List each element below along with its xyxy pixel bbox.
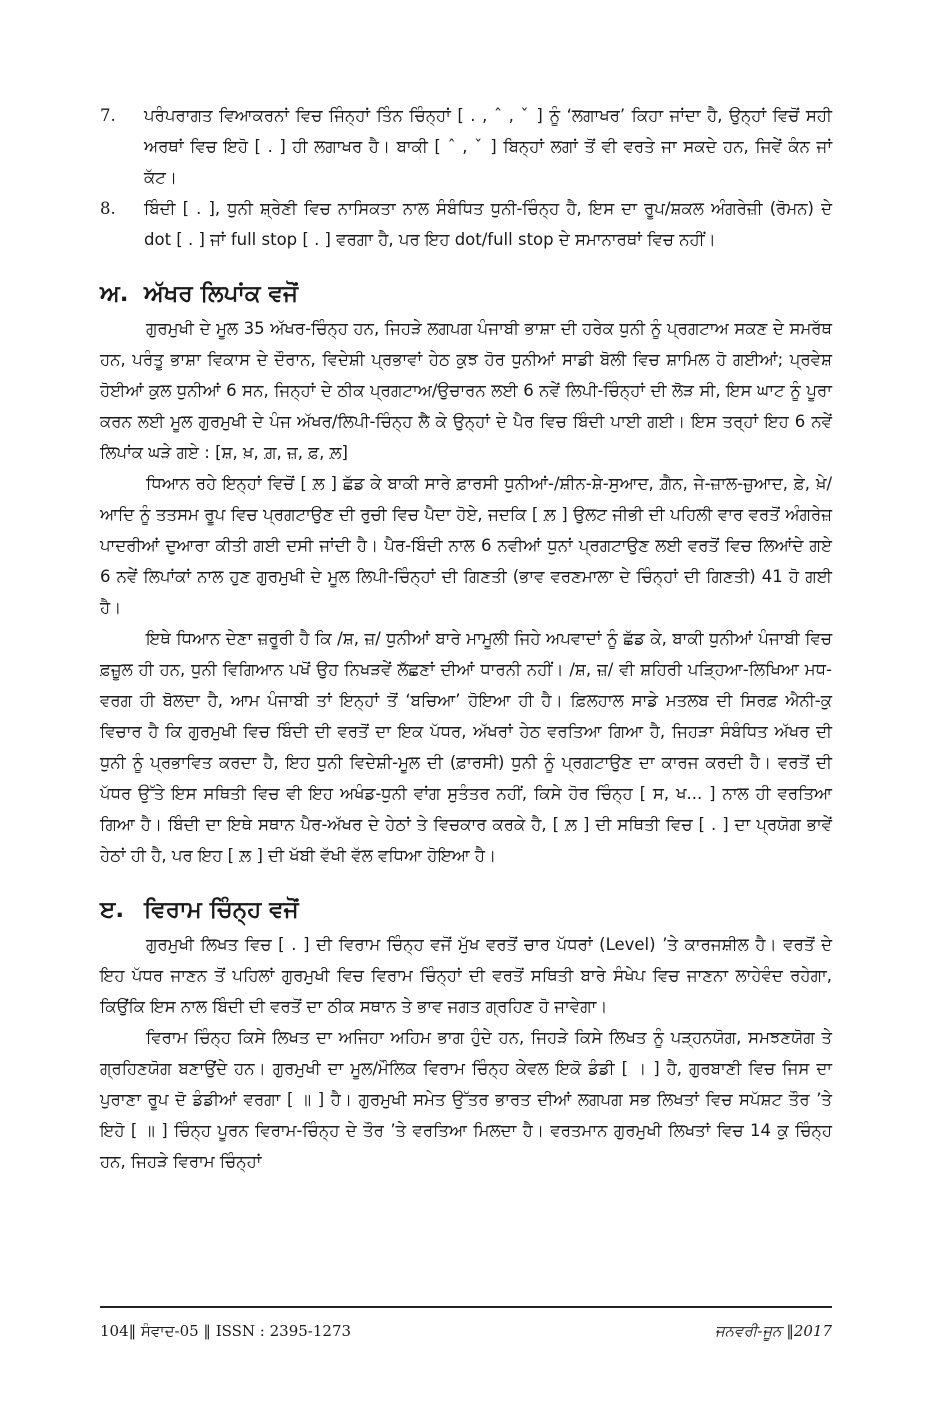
page-footer [100,1322,832,1340]
paragraph: ਇਥੇ ਧਿਆਨ ਦੇਣਾ ਜ਼ਰੂਰੀ ਹੈ ਕਿ /ਸ਼, ਜ਼/ ਧੁਨੀਆਂ ਬਾਰੇ ਮਾਮੂਲੀ ਜਿਹੇ ਅਪਵਾਦਾਂ ਨੂੰ ਛੱਡ ਕੇ, ਬਾਕੀ ਧੁਨੀਆਂ ਪੰਜਾਬੀ ਵਿਚ ਫ਼ਜ਼ੂਲ ਹੀ ਹਨ, ਧੁਨੀ ਵਿਗਿਆਨ ਪਖੋਂ ਉਹ ਨਿਖੜਵੇਂ ਲੱਛਣਾਂ ਦੀਆਂ ਧਾਰਨੀ ਨਹੀਂ। /ਸ਼, ਜ਼/ ਵੀ ਸ਼ਹਿਰੀ ਪੜ੍ਹਿਆ-ਲਿਖਿਆ ਮਧ-ਵਰਗ ਹੀ ਬੋਲਦਾ ਹੈ, ਆਮ ਪੰਜਾਬੀ ਤਾਂ ਇਨ੍ਹਾਂ ਤੋਂ ‘ਬਚਿਆ’ ਹੋਇਆ ਹੀ ਹੈ। ਫ਼ਿਲਹਾਲ ਸਾਡੇ ਮਤਲਬ ਦੀ ਸਿਰਫ਼ ਐਨੀ-ਕੁ ਵਿਚਾਰ ਹੈ ਕਿ ਗੁਰਮੁਖੀ ਵਿਚ ਬਿੰਦੀ ਦੀ ਵਰਤੋਂ ਦਾ ਇਕ ਪੱਧਰ, ਅੱਖਰਾਂ ਹੇਠ ਵਰਤਿਆ ਗਿਆ ਹੈ, ਜਿਹੜਾ ਸੰਬੰਧਿਤ ਅੱਖਰ ਦੀ ਧੁਨੀ ਨੂੰ ਪ੍ਰਭਾਵਿਤ ਕਰਦਾ ਹੈ, ਇਹ ਧੁਨੀ ਵਿਦੇਸ਼ੀ-ਮੂਲ ਦੀ (ਫ਼ਾਰਸੀ) ਧੁਨੀ ਨੂੰ ਪ੍ਰਗਟਾਉਣ ਦਾ ਕਾਰਜ ਕਰਦੀ ਹੈ। ਵਰਤੋਂ ਦੀ ਪੱਧਰ ਉੱਤੇ ਇਸ ਸਥਿਤੀ ਵਿਚ ਵੀ ਇਹ ਅਖੰਡ-ਧੁਨੀ ਵਾਂਗ ਸੁਤੰਤਰ ਨਹੀਂ, ਕਿਸੇ ਹੋਰ ਚਿੰਨ੍ਹ [ ਸ, ਖ... ] ਨਾਲ ਹੀ ਵਰਤਿਆ ਗਿਆ ਹੈ। ਬਿੰਦੀ ਦਾ ਇਥੇ ਸਥਾਨ ਪੈਰ-ਅੱਖਰ ਦੇ ਹੇਠਾਂ ਤੇ ਵਿਚਕਾਰ ਕਰਕੇ ਹੈ, [ ਲ਼ ] ਦੀ ਸਥਿਤੀ ਵਿਚ [ . ] ਦਾ ਪ੍ਰਯੋਗ ਭਾਵੇਂ ਹੇਠਾਂ ਹੀ ਹੈ, ਪਰ ਇਹ [ ਲ਼ ] ਦੀ ਖੱਬੀ ਵੱਖੀ ਵੱਲ ਵਧਿਆ ਹੋਇਆ ਹੈ। [100,629,832,865]
footer-left: 104‖ ਸੰਵਾਦ-05 ‖ ISSN : 2395-1273 [100,1322,352,1340]
section-title: ਵਿਰਾਮ ਚਿੰਨ੍ਹ ਵਜੋਂ [144,897,299,923]
footer-divider [100,1306,832,1308]
paragraph: ਗੁਰਮੁਖੀ ਦੇ ਮੂਲ 35 ਅੱਖਰ-ਚਿੰਨ੍ਹ ਹਨ, ਜਿਹੜੇ ਲਗਪਗ ਪੰਜਾਬੀ ਭਾਸ਼ਾ ਦੀ ਹਰੇਕ ਧੁਨੀ ਨੂੰ ਪ੍ਰਗਟਾਅ ਸਕਣ ਦੇ ਸਮਰੱਥ ਹਨ, ਪਰੰਤੂ ਭਾਸ਼ਾ ਵਿਕਾਸ ਦੇ ਦੌਰਾਨ, ਵਿਦੇਸ਼ੀ ਪ੍ਰਭਾਵਾਂ ਹੇਠ ਕੁਝ ਹੋਰ ਧੁਨੀਆਂ ਸਾਡੀ ਬੋਲੀ ਵਿਚ ਸ਼ਾਮਿਲ ਹੋ ਗਈਆਂ; ਪ੍ਰਵੇਸ਼ ਹੋਈਆਂ ਕੁਲ ਧੁਨੀਆਂ 6 ਸਨ, ਜਿਨ੍ਹਾਂ ਦੇ ਠੀਕ ਪ੍ਰਗਟਾਅ/ਉਚਾਰਨ ਲਈ 6 ਨਵੇਂ ਲਿਪੀ-ਚਿੰਨ੍ਹਾਂ ਦੀ ਲੋੜ ਸੀ, ਇਸ ਘਾਟ ਨੂੰ ਪੂਰਾ ਕਰਨ ਲਈ ਮੂਲ ਗੁਰਮੁਖੀ ਦੇ ਪੰਜ ਅੱਖਰ/ਲਿਪੀ-ਚਿੰਨ੍ਹ ਲੈ ਕੇ ਉਨ੍ਹਾਂ ਦੇ ਪੈਰ ਵਿਚ ਬਿੰਦੀ ਪਾਈ ਗਈ। ਇਸ ਤਰ੍ਹਾਂ ਇਹ 6 ਨਵੇਂ ਲਿਪਾਂਕ ਘੜੇ ਗਏ : [ਸ਼, ਖ਼, ਗ਼, ਜ਼, ਫ਼, ਲ਼] [100,319,832,462]
section-title: ਅੱਖਰ ਲਿਪਾਂਕ ਵਜੋਂ [144,281,299,307]
item-text: ਪਰੰਪਰਾਗਤ ਵਿਆਕਰਨਾਂ ਵਿਚ ਜਿੰਨ੍ਹਾਂ ਤਿੰਨ ਚਿੰਨ੍ਹਾਂ [ . , ˆ , ˇ ] ਨੂੰ ‘ਲਗਾਖਰ’ ਕਿਹਾ ਜਾਂਦਾ ਹੈ, ਉਨ੍ਹਾਂ ਵਿਚੋਂ ਸਹੀ ਅਰਥਾਂ ਵਿਚ ਇਹੋ [ . ] ਹੀ ਲਗਾਖਰ ਹੈ। ਬਾਕੀ [ ˆ , ˇ ] ਬਿਨ੍ਹਾਂ ਲਗਾਂ ਤੋਂ ਵੀ ਵਰਤੇ ਜਾ ਸਕਦੇ ਹਨ, ਜਿਵੇਂ ਕੰਨ ਜਾਂ ਕੱਟ। [144,106,832,187]
paragraph: ਧਿਆਨ ਰਹੇ ਇਨ੍ਹਾਂ ਵਿਚੋਂ [ ਲ਼ ] ਛੱਡ ਕੇ ਬਾਕੀ ਸਾਰੇ ਫ਼ਾਰਸੀ ਧੁਨੀਆਂ-/ਸ਼ੀਨ-ਸ਼ੇ-ਸੁਆਦ, ਗ਼ੈਨ, ਜੇ-ਜ਼ਾਲ-ਜ਼ੁਆਦ, ਫ਼ੇ, ਖ਼ੇ/ਆਦਿ ਨੂੰ ਤਤਸਮ ਰੂਪ ਵਿਚ ਪ੍ਰਗਟਾਉਣ ਦੀ ਰੁਚੀ ਵਿਚ ਪੈਦਾ ਹੋਏ, ਜਦਕਿ [ ਲ਼ ] ਉਲਟ ਜੀਭੀ ਦੀ ਪਹਿਲੀ ਵਾਰ ਵਰਤੋਂ ਅੰਗਰੇਜ਼ ਪਾਦਰੀਆਂ ਦੁਆਰਾ ਕੀਤੀ ਗਈ ਦਸੀ ਜਾਂਦੀ ਹੈ। ਪੈਰ-ਬਿੰਦੀ ਨਾਲ 6 ਨਵੀਆਂ ਧੁਨਾਂ ਪ੍ਰਗਟਾਉਣ ਲਈ ਵਰਤੋਂ ਵਿਚ ਲਿਆਂਦੇ ਗਏ 6 ਨਵੇਂ ਲਿਪਾਂਕਾਂ ਨਾਲ ਹੁਣ ਗੁਰਮੁਖੀ ਦੇ ਮੂਲ ਲਿਪੀ-ਚਿੰਨ੍ਹਾਂ ਦੀ ਗਿਣਤੀ (ਭਾਵ ਵਰਣਮਾਲਾ ਦੇ ਚਿੰਨ੍ਹਾਂ ਦੀ ਗਿਣਤੀ) 41 ਹੋ ਗਈ ਹੈ। [100,474,832,617]
paragraph: ਗੁਰਮੁਖੀ ਲਿਖਤ ਵਿਚ [ . ] ਦੀ ਵਿਰਾਮ ਚਿੰਨ੍ਹ ਵਜੋਂ ਮੁੱਖ ਵਰਤੋਂ ਚਾਰ ਪੱਧਰਾਂ (Level) ’ਤੇ ਕਾਰਜਸ਼ੀਲ ਹੈ। ਵਰਤੋਂ ਦੇ ਇਹ ਪੱਧਰ ਜਾਣਨ ਤੋਂ ਪਹਿਲਾਂ ਗੁਰਮੁਖੀ ਵਿਚ ਵਿਰਾਮ ਚਿੰਨ੍ਹਾਂ ਦੀ ਵਰਤੋਂ ਸਥਿਤੀ ਬਾਰੇ ਸੰਖੇਪ ਵਿਚ ਜਾਣਨਾ ਲਾਹੇਵੰਦ ਰਹੇਗਾ, ਕਿਉਂਕਿ ਇਸ ਨਾਲ ਬਿੰਦੀ ਦੀ ਵਰਤੋਂ ਦਾ ਠੀਕ ਸਥਾਨ ਤੇ ਭਾਵ ਜਗਤ ਗ੍ਰਹਿਣ ਹੋ ਜਾਵੇਗਾ। [100,935,832,1016]
footer-right: ਜਨਵਰੀ-ਜੂਨ ‖2017 [714,1322,832,1340]
numbered-item-7 [100,100,832,193]
item-number: 8. [100,199,116,218]
paragraph: ਵਿਰਾਮ ਚਿੰਨ੍ਹ ਕਿਸੇ ਲਿਖਤ ਦਾ ਅਜਿਹਾ ਅਹਿਮ ਭਾਗ ਹੁੰਦੇ ਹਨ, ਜਿਹੜੇ ਕਿਸੇ ਲਿਖਤ ਨੂੰ ਪੜ੍ਹਨਯੋਗ, ਸਮਝਣਯੋਗ ਤੇ ਗ੍ਰਹਿਣਯੋਗ ਬਣਾਉਂਦੇ ਹਨ। ਗੁਰਮੁਖੀ ਦਾ ਮੂਲ/ਮੌਲਿਕ ਵਿਰਾਮ ਚਿੰਨ੍ਹ ਕੇਵਲ ਇਕੋ ਡੰਡੀ [ । ] ਹੈ, ਗੁਰਬਾਣੀ ਵਿਚ ਜਿਸ ਦਾ ਪੁਰਾਣਾ ਰੂਪ ਦੋ ਡੰਡੀਆਂ ਵਰਗਾ [ ॥ ] ਹੈ। ਗੁਰਮੁਖੀ ਸਮੇਤ ਉੱਤਰ ਭਾਰਤ ਦੀਆਂ ਲਗਪਗ ਸਭ ਲਿਖਤਾਂ ਵਿਚ ਸਪੱਸ਼ਟ ਤੌਰ ’ਤੇ ਇਹੋ [ ॥ ] ਚਿੰਨ੍ਹ ਪੂਰਨ ਵਿਰਾਮ-ਚਿੰਨ੍ਹ ਦੇ ਤੌਰ ’ਤੇ ਵਰਤਿਆ ਮਿਲਦਾ ਹੈ। ਵਰਤਮਾਨ ਗੁਰਮੁਖੀ ਲਿਖਤਾਂ ਵਿਚ 14 ਕੁ ਚਿੰਨ੍ਹ ਹਨ, ਜਿਹੜੇ ਵਿਰਾਮ ਚਿੰਨ੍ਹਾਂ [100,1028,832,1171]
item-number: 7. [100,106,116,125]
section-heading-viram [100,897,832,923]
section-marker: ੲ. [100,897,125,923]
section-marker: ਅ. [100,281,129,307]
numbered-item-8 [100,193,832,255]
item-text: ਬਿੰਦੀ [ . ], ਧੁਨੀ ਸ਼੍ਰੇਣੀ ਵਿਚ ਨਾਸਿਕਤਾ ਨਾਲ ਸੰਬੰਧਿਤ ਧੁਨੀ-ਚਿੰਨ੍ਹ ਹੈ, ਇਸ ਦਾ ਰੂਪ/ਸ਼ਕਲ ਅੰਗਰੇਜ਼ੀ (ਰੋਮਨ) ਦੇ dot [ . ] ਜਾਂ full stop [ . ] ਵਰਗਾ ਹੈ, ਪਰ ਇਹ dot/full stop ਦੇ ਸਮਾਨਾਰਥਾਂ ਵਿਚ ਨਹੀਂ। [144,199,832,249]
section-heading-akhar [100,281,832,307]
page-content [100,100,832,1177]
